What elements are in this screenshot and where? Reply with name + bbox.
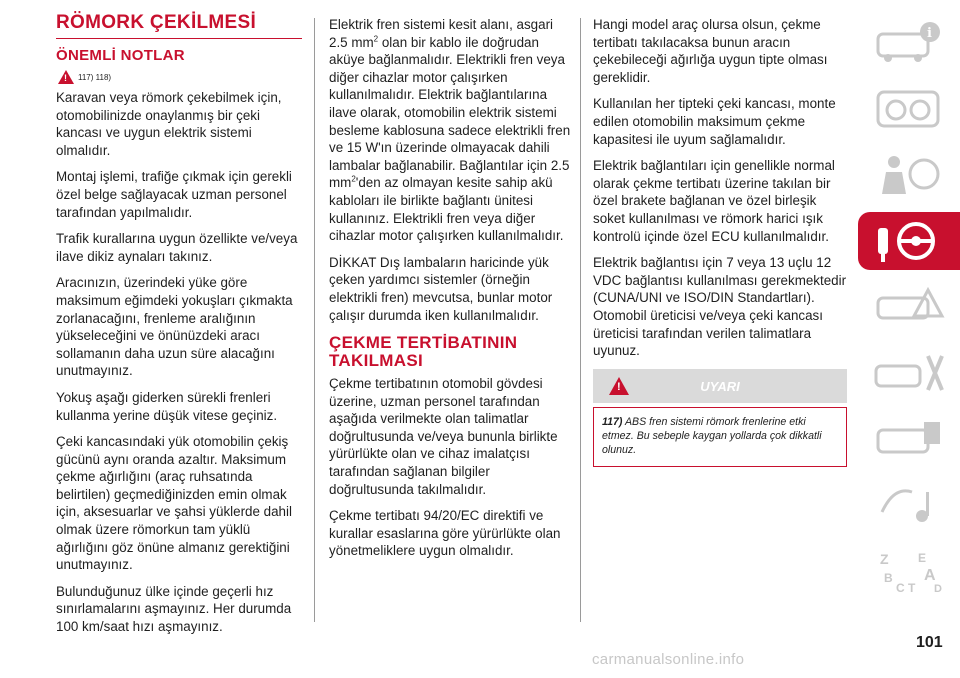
paragraph: Çekme tertibatı 94/20/EC direktifi ve kurallar esaslarına göre yürürlükte olan yönetmeliklere uygun olmalıdır. — [329, 508, 561, 559]
page-title: RÖMORK ÇEKİLMESİ — [56, 12, 302, 39]
paragraph: Çeki kancasındaki yük otomobilin çekiş gücünü aynı oranda azaltır. Maksimum çekme ağırlığını (araç ruhsatında belirtilen) geçmediğinizden emin olmak için, aksesuarlar ve şahsi yüklerde dahil olmak üzere römorkun tam yüklü ağırlığını göz önüne almanız gerektiğini unutmayınız. — [56, 434, 292, 573]
paragraph: Hangi model araç olursa olsun, çekme tertibatı takılacaksa bunun aracın çekebileceği ağırlığa uygun tipte olması gereklidir. — [593, 17, 828, 85]
text-part: Elektrik fren sistemi kesit alanı, asgari 2.5 mm — [329, 17, 553, 50]
page-number: 101 — [916, 634, 943, 651]
svg-text:E: E — [918, 551, 927, 565]
svg-text:i: i — [927, 26, 932, 41]
paragraph: Elektrik bağlantıları için genellikle normal olarak çekme tertibatı üzerine takılan bir özel brakete bağlanan ve özel birleşik soket kullanılması ve römork harici ışık kontrolü içinde özel ECU kullanılmalıdır. — [593, 158, 835, 244]
warning-refs — [58, 70, 302, 84]
chapter-sidebar — [858, 14, 960, 608]
tab-maintenance[interactable] — [858, 344, 960, 402]
tab-car-info[interactable] — [858, 14, 960, 72]
column-2 — [329, 16, 571, 569]
superscript: 2 — [351, 174, 356, 184]
tab-dashboard[interactable] — [858, 80, 960, 138]
svg-text:B: B — [884, 571, 893, 585]
warning-box-header — [593, 369, 847, 403]
key-steering-icon — [872, 218, 948, 264]
tab-starting-driving[interactable] — [858, 212, 960, 270]
airbag-safety-icon — [872, 152, 948, 198]
text-part: olan bir kablo ile doğrudan aküye bağlanmalıdır. Elektrikli fren veya diğer cihazlar motor çalışırken kullanılmalıdır. Elektrik bağlantılarına ilave olarak, otomobilin elektrik sistemi besleme kablosuna sadece elektrikli fren ve 15 W'ın üzerinde olmayacak dahili lambalar bağlanabilir. Bağlantılar için 2.5 mm — [329, 34, 571, 191]
paragraph: Bulunduğunuz ülke içinde geçerli hız sınırlamalarını aşmayınız. Her durumda 100 km/saat hızı aşmayınız. — [56, 583, 292, 635]
section-heading: ÇEKME TERTİBATININ TAKILMASI — [329, 333, 518, 371]
car-info-icon — [872, 20, 948, 66]
column-1 — [56, 12, 302, 645]
warning-note — [593, 407, 847, 467]
warning-triangle-icon: ! — [58, 70, 74, 84]
svg-text:D: D — [934, 583, 942, 594]
multimedia-icon — [872, 482, 948, 528]
paragraph: Montaj işlemi, trafiğe çıkmak için gerekli özel belge sağlayacak uzman personel tarafından yapılmalıdır. — [56, 169, 292, 220]
paragraph — [329, 16, 571, 245]
svg-text:Z: Z — [880, 551, 889, 567]
index-letters-icon — [872, 548, 948, 594]
warning-triangle-icon — [872, 284, 948, 330]
column-3 — [593, 16, 847, 467]
warning-triangle-icon: ! — [609, 377, 629, 395]
paragraph: Çekme tertibatının otomobil gövdesi üzerine, uzman personel tarafından aşağıda verilmekte olan talimatlar doğrultusunda ve/veya bununla birlikte yürürlükte olan ve cihaz imalatçısı tarafından sağlanan bilgiler doğrultusunda takılmalıdır. — [329, 376, 558, 497]
svg-text:A: A — [924, 567, 936, 584]
car-service-tools-icon — [872, 350, 948, 396]
tab-multimedia[interactable] — [858, 476, 960, 534]
paragraph: Karavan veya römork çekebilmek için, otomobilinizde onaylanmış bir çeki kancası ve uygun elektrik sistemi olmalıdır. — [56, 90, 282, 158]
column-divider — [314, 18, 315, 622]
paragraph: Elektrik bağlantısı için 7 veya 13 uçlu 12 VDC bağlantısı kullanılması gerekmektedir (CUNA/UNI ve ISO/DIN Standartları). Otomobil üreticisi ve/veya çeki kancası üreticisi tarafından verilen talimatlara uyunuz. — [593, 255, 847, 359]
note-number: 117) — [602, 415, 623, 428]
svg-text:C: C — [896, 581, 905, 594]
text-part: 'den az olmayan kesite sahip akü kabloları ile birlikte bağlantı ünitesi kullanınız. Elektrikli fren veya diğer cihazlar motor çalışırken kullanılmalıdır. — [329, 175, 564, 244]
column-divider — [580, 18, 581, 622]
superscript: 2 — [373, 34, 379, 44]
tab-index[interactable] — [858, 542, 960, 600]
tab-emergency[interactable] — [858, 278, 960, 336]
watermark: carmanualsonline.info — [592, 651, 745, 668]
warning-title: UYARI — [700, 378, 740, 394]
svg-text:T: T — [908, 581, 916, 594]
paragraph: Yokuş aşağı giderken sürekli frenleri kullanma yerine düşük vitese geçiniz. — [56, 389, 278, 423]
tab-specs[interactable] — [858, 410, 960, 468]
note-text: ABS fren sistemi römork frenlerine etki etmez. Bu sebeple kaygan yollarda çok dikkatli olunuz. — [602, 415, 822, 456]
section-subtitle: ÖNEMLİ NOTLAR — [56, 47, 185, 64]
paragraph: Trafik kurallarına uygun özellikte ve/veya ilave dikiz aynaları takınız. — [56, 231, 298, 264]
refs-text: 117) 118) — [78, 72, 112, 82]
paragraph: DİKKAT Dış lambaların haricinde yük çeken yardımcı sistemler (örneğin elektrikli fren) mevcutsa, bunlar motor çalışır durumda iken kullanılmalıdır. — [329, 254, 553, 323]
tab-safety[interactable] — [858, 146, 960, 204]
car-specs-icon — [872, 416, 948, 462]
paragraph: Aracınızın, üzerindeki yüke göre maksimum eğimdeki yokuşları çıkmakta zorlanacağını, frenleme aralığının yükseleceğini ve önünüzdeki aracı sollamanın daha uzun süre alacağını unutmayınız. — [56, 275, 293, 379]
dashboard-lights-icon — [872, 86, 948, 132]
paragraph: Kullanılan her tipteki çeki kancası, monte edilen otomobilin maksimum çekme kapasitesi ile uyum sağlamalıdır. — [593, 96, 836, 147]
